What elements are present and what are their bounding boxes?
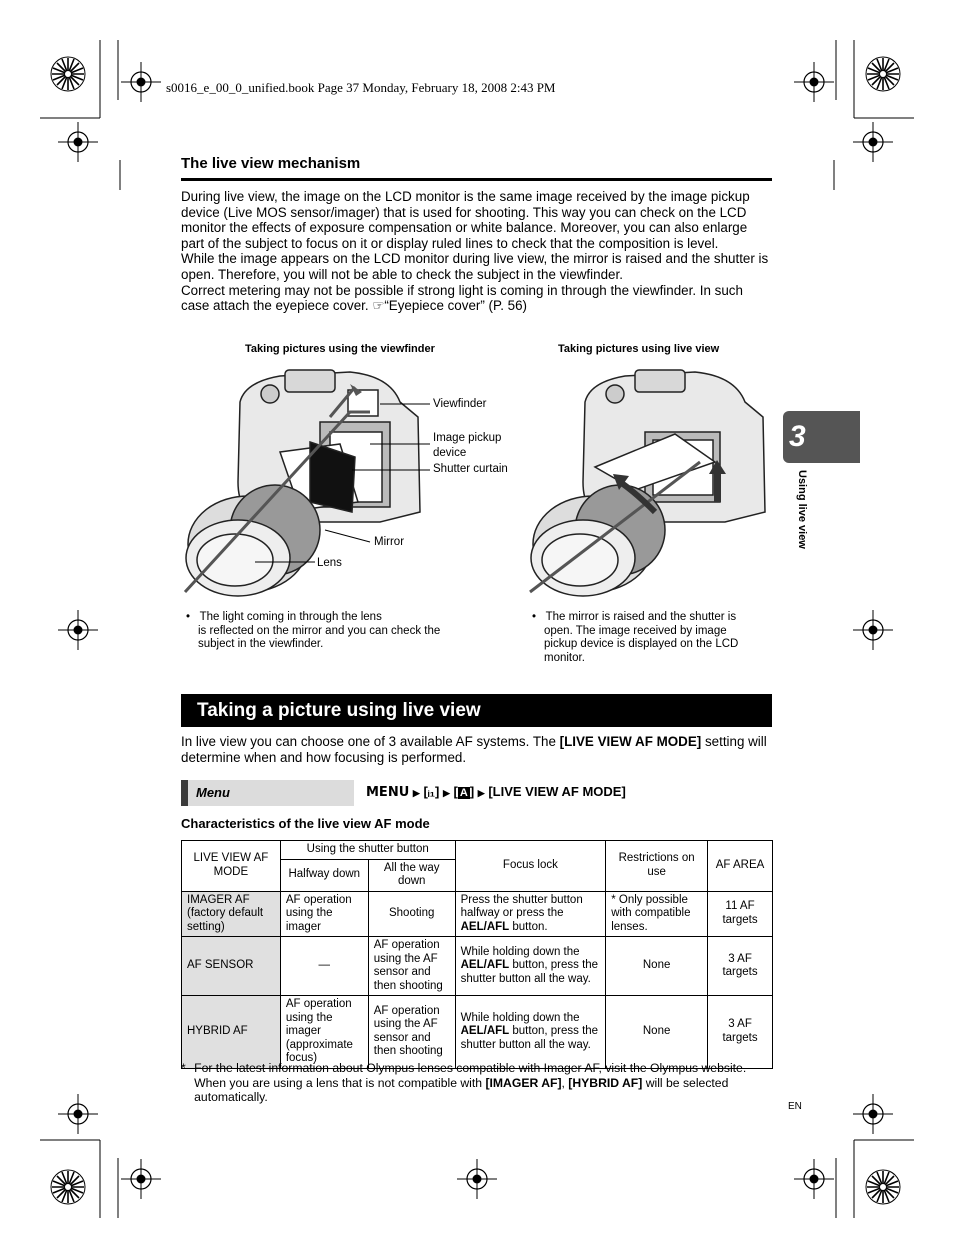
arrow-icon: ▶ <box>477 788 485 798</box>
cell-focus-lock <box>455 891 606 937</box>
cell-text: button, press the shutter button all the way. <box>460 1025 599 1051</box>
paragraph: During live view, the image on the LCD monitor is the same image received by the image pickup device (Live MOS sensor/imager) that is used for shooting. This way you can check on the LCD monitor the effects of exposure compensation or white balance. Moreover, you can also enlarge part of the subject to focus on it or display ruled lines to check that the composition is level. <box>181 189 750 251</box>
page-reference: “Eyepiece cover” (P. 56) <box>384 298 527 314</box>
intro-text-part: In live view you can choose one of 3 available AF systems. The <box>181 734 556 749</box>
cell-text: Press the shutter button halfway or press the <box>460 893 583 919</box>
intro-setting-name: [LIVE VIEW AF MODE] <box>559 734 702 749</box>
cell-restrictions: None <box>606 996 708 1069</box>
menu-item: [LIVE VIEW AF MODE] <box>488 784 626 799</box>
bullet-line: pickup device is displayed on the LCD <box>544 638 739 650</box>
cell-halfway: — <box>280 937 368 996</box>
cell-mode: AF SENSOR <box>182 937 281 996</box>
section-title: The live view mechanism <box>181 155 361 172</box>
chapter-tab: 3 <box>783 411 860 463</box>
left-figure-caption: Taking pictures using the viewfinder <box>245 343 435 355</box>
cell-af-area: 3 AF targets <box>708 937 773 996</box>
header-halfway: Halfway down <box>280 859 368 891</box>
left-bullet-text <box>186 611 440 652</box>
reference-icon: ☞ <box>372 298 385 314</box>
cell-af-area: 3 AF targets <box>708 996 773 1069</box>
cell-mode: IMAGER AF (factory default setting) <box>182 891 281 937</box>
paragraph-text: Correct metering may not be possible if strong light is coming in through the viewfinder. In such case attach the eyepiece cover. <box>181 282 743 314</box>
section-rule <box>181 178 772 181</box>
bullet-line: is reflected on the mirror and you can check the <box>198 624 441 637</box>
footnote-setting: [HYBRID AF] <box>568 1075 643 1090</box>
image-pickup-label-line1: Image pickup <box>433 432 502 444</box>
bracket: ] <box>435 784 440 799</box>
section-banner: Taking a picture using live view <box>181 694 772 727</box>
chapter-label: Using live view <box>796 470 808 549</box>
table-row <box>182 996 773 1069</box>
table-header-row <box>182 841 773 860</box>
footnote-text-part: , <box>561 1075 565 1090</box>
bullet-text: The light coming in through the lens <box>199 611 382 623</box>
af-mode-table <box>181 840 773 1069</box>
paragraph: While the image appears on the LCD monitor during live view, the mirror is raised and the shutter is open. Therefore, you will not be able to check the subject in the viewfinder. <box>181 251 769 282</box>
bullet-line: open. The image received by image <box>544 624 727 637</box>
intro-text-part: setting will determine when and how focusing is performed. <box>181 734 767 765</box>
cell-text: button. <box>512 920 548 933</box>
menu-key: MENU <box>366 785 410 800</box>
mirror-label: Mirror <box>374 536 405 548</box>
footnote-setting: [IMAGER AF] <box>485 1075 562 1090</box>
menu-label-box: Menu <box>181 780 354 806</box>
lens-label: Lens <box>317 557 342 569</box>
header-shutter: Using the shutter button <box>280 841 455 860</box>
bullet-line: • The light coming in through the lens <box>186 611 382 623</box>
header-restrictions: Restrictions on use <box>606 841 708 892</box>
shooting-menu-1-icon: ᵢ₁ <box>427 784 435 799</box>
cell-text: While holding down the <box>460 1011 580 1024</box>
shutter-curtain-label: Shutter curtain <box>433 463 508 475</box>
arrow-icon: ▶ <box>442 788 450 798</box>
language-marker: EN <box>788 1101 802 1112</box>
print-header-line: s0016_e_00_0_unified.book Page 37 Monday, February 18, 2008 2:43 PM <box>166 80 556 95</box>
bracket: [ <box>423 784 428 799</box>
menu-path <box>366 784 626 800</box>
cell-text: While holding down the <box>460 945 580 958</box>
footnote <box>181 1061 773 1105</box>
header-af-area: AF AREA <box>708 841 773 892</box>
cell-all-the-way: AF operation using the AF sensor and then shooting <box>368 996 455 1069</box>
camera-live-view-illustration <box>525 362 775 602</box>
viewfinder-label: Viewfinder <box>433 398 487 410</box>
bracket: [ <box>453 784 458 799</box>
table-row <box>182 891 773 937</box>
cell-text: button, press the shutter button all the way. <box>460 959 599 985</box>
arrow-icon: ▶ <box>412 788 420 798</box>
bracket: ] <box>469 784 475 799</box>
footnote-marker: * <box>181 1061 186 1075</box>
cell-mode: HYBRID AF <box>182 996 281 1069</box>
intro-text <box>181 734 773 765</box>
cell-all-the-way: AF operation using the AF sensor and then shooting <box>368 937 455 996</box>
bullet-line: monitor. <box>544 651 585 664</box>
mechanism-text <box>181 189 773 314</box>
footnote-text-part: will be selected automatically. <box>194 1075 729 1104</box>
right-bullet-text <box>532 611 738 665</box>
right-figure-caption: Taking pictures using live view <box>558 343 720 355</box>
button-name: AEL/AFL <box>460 920 510 933</box>
custom-menu-a-icon: A <box>459 787 468 799</box>
cell-all-the-way: Shooting <box>368 891 455 937</box>
footnote-text-part: For the latest information about Olympus lenses compatible with Imager AF, visit the Olympus website. When you are using a lens that is not compatible with <box>194 1061 747 1090</box>
cell-af-area: 11 AF targets <box>708 891 773 937</box>
cell-halfway: AF operation using the imager <box>280 891 368 937</box>
table-row <box>182 937 773 996</box>
cell-halfway: AF operation using the imager (approximate focus) <box>280 996 368 1069</box>
cell-focus-lock <box>455 996 606 1069</box>
button-name: AEL/AFL <box>460 959 510 972</box>
header-focus-lock: Focus lock <box>455 841 606 892</box>
header-mode: LIVE VIEW AF MODE <box>182 841 281 892</box>
cell-focus-lock <box>455 937 606 996</box>
button-name: AEL/AFL <box>460 1025 510 1037</box>
paragraph <box>181 283 773 314</box>
image-pickup-label-line2: device <box>433 447 467 459</box>
cell-restrictions: * Only possible with compatible lenses. <box>606 891 708 937</box>
table-title: Characteristics of the live view AF mode <box>181 816 430 831</box>
header-all-the-way: All the way down <box>368 859 455 891</box>
bullet-line: subject in the viewfinder. <box>198 638 324 650</box>
bullet-text: The mirror is raised and the shutter is <box>545 611 737 623</box>
cell-restrictions: None <box>606 937 708 996</box>
bullet-line: • The mirror is raised and the shutter is <box>532 611 737 623</box>
footnote-text <box>194 1061 769 1105</box>
